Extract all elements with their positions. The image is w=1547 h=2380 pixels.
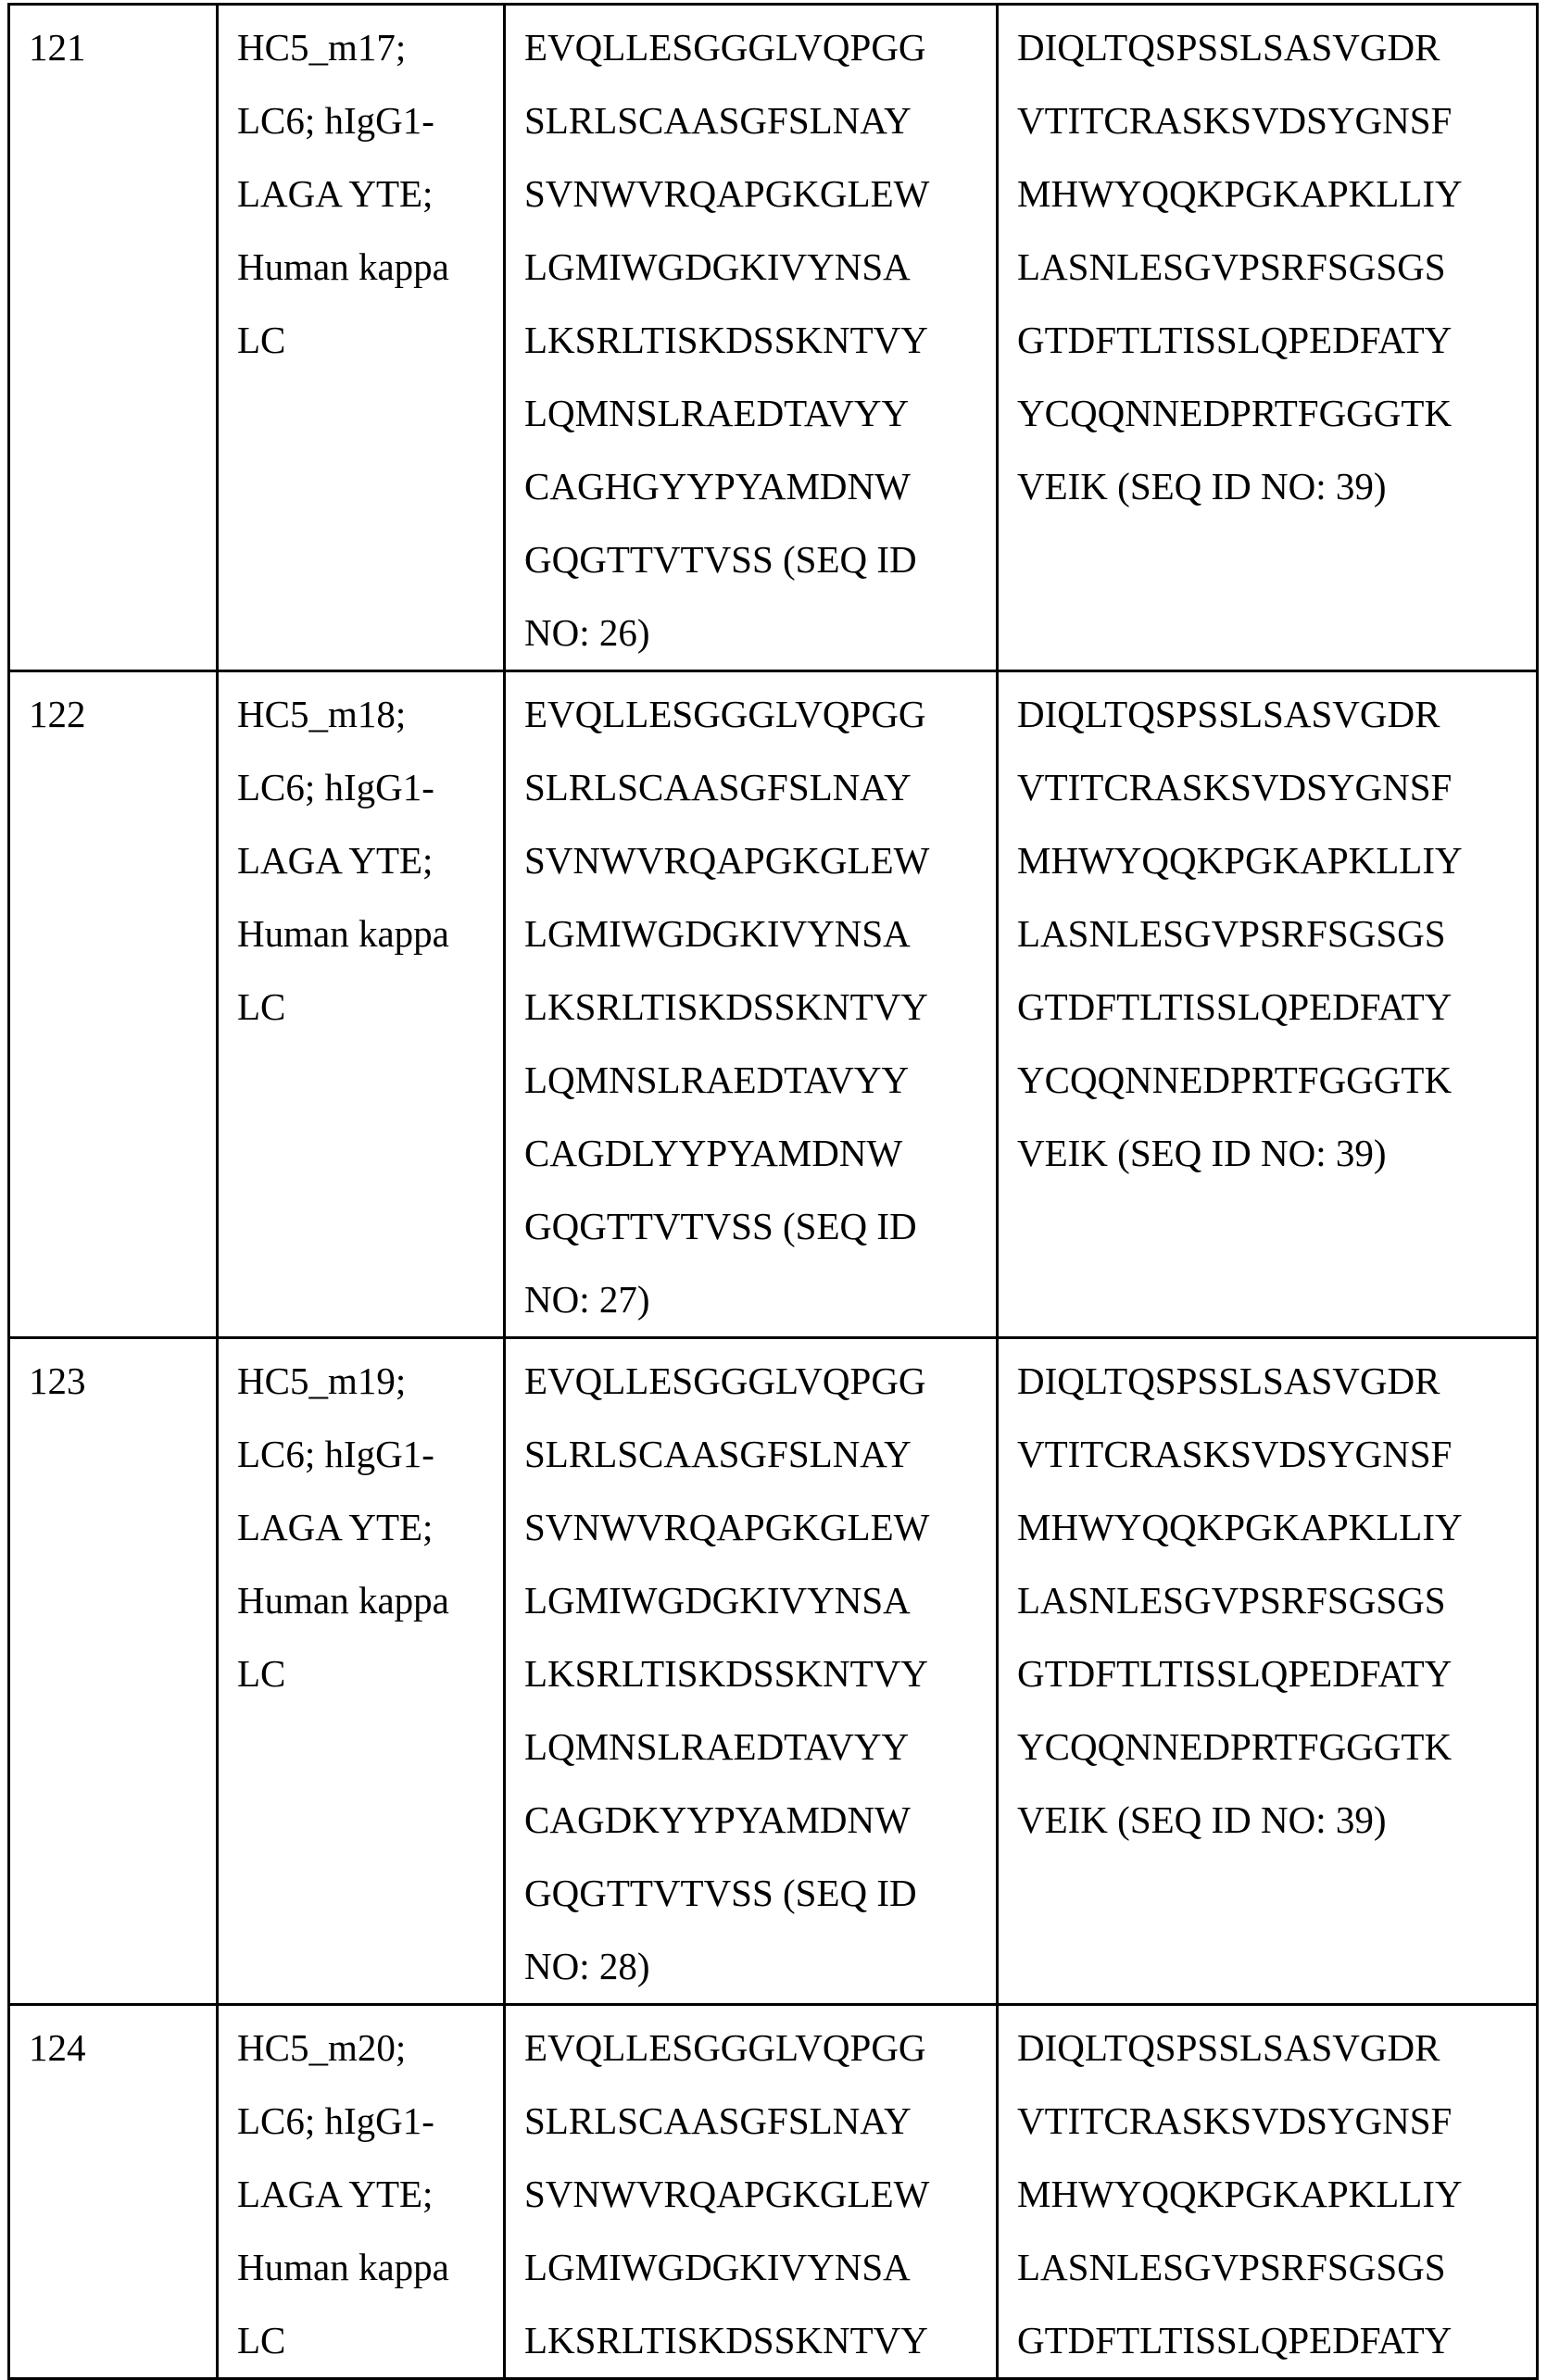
light-chain-cell [998,5,1538,671]
description-line: LC6; hIgG1- [237,84,503,157]
light-chain-line: LASNLESGVPSRFSGSGS [1017,897,1536,971]
heavy-chain-line: SLRLSCAASGFSLNAY [524,84,996,157]
heavy-chain-line: LKSRLTISKDSSKNTVY [524,304,996,377]
table-row [9,671,1538,1338]
light-chain-line: VEIK (SEQ ID NO: 39) [1017,450,1536,523]
heavy-chain-line: LKSRLTISKDSSKNTVY [524,1637,996,1710]
description-line: HC5_m17; [237,11,503,84]
light-chain-line: MHWYQQKPGKAPKLLIY [1017,1491,1536,1564]
description-line: LC6; hIgG1- [237,751,503,824]
heavy-chain-cell [505,671,998,1338]
light-chain-line: MHWYQQKPGKAPKLLIY [1017,157,1536,231]
heavy-chain-line: LQMNSLRAEDTAVYY [524,377,996,450]
light-chain-line: YCQQNNEDPRTFGGGTK [1017,377,1536,450]
light-chain-line: VEIK (SEQ ID NO: 39) [1017,1784,1536,1857]
light-chain-line: VTITCRASKSVDSYGNSF [1017,84,1536,157]
description-line: LC [237,304,503,377]
heavy-chain-cell [505,1338,998,2005]
heavy-chain-line: CAGDLYYPYAMDNW [524,1117,996,1190]
row-id-cell [9,5,218,671]
light-chain-line: DIQLTQSPSSLSASVGDR [1017,11,1536,84]
light-chain-line: GTDFTLTISSLQPEDFATY [1017,1637,1536,1710]
light-chain-line: VTITCRASKSVDSYGNSF [1017,751,1536,824]
description-cell [218,1338,505,2005]
heavy-chain-line: NO: 27) [524,1263,996,1336]
heavy-chain-cell [505,2005,998,2379]
description-line: LC [237,1637,503,1710]
row-id-cell [9,1338,218,2005]
light-chain-line: LASNLESGVPSRFSGSGS [1017,2231,1536,2304]
table-row [9,2005,1538,2379]
sequence-table [7,3,1539,2380]
description-line: HC5_m20; [237,2011,503,2085]
description-line: Human kappa [237,2231,503,2304]
heavy-chain-line: GQGTTVTVSS (SEQ ID [524,1190,996,1263]
heavy-chain-line: SVNWVRQAPGKGLEW [524,2158,996,2231]
heavy-chain-line: CAGDKYYPYAMDNW [524,1784,996,1857]
heavy-chain-line: SVNWVRQAPGKGLEW [524,1491,996,1564]
description-line: HC5_m19; [237,1345,503,1418]
heavy-chain-line: EVQLLESGGGLVQPGG [524,2011,996,2085]
heavy-chain-line: LQMNSLRAEDTAVYY [524,1044,996,1117]
heavy-chain-line: SLRLSCAASGFSLNAY [524,1418,996,1491]
light-chain-line: MHWYQQKPGKAPKLLIY [1017,824,1536,897]
light-chain-line: VEIK (SEQ ID NO: 39) [1017,1117,1536,1190]
description-cell [218,5,505,671]
heavy-chain-line: LQMNSLRAEDTAVYY [524,1710,996,1784]
description-line: LAGA YTE; [237,1491,503,1564]
light-chain-line: GTDFTLTISSLQPEDFATY [1017,304,1536,377]
light-chain-line: YCQQNNEDPRTFGGGTK [1017,1710,1536,1784]
description-cell [218,2005,505,2379]
heavy-chain-cell [505,5,998,671]
heavy-chain-line: LGMIWGDGKIVYNSA [524,1564,996,1637]
description-line: LC6; hIgG1- [237,1418,503,1491]
light-chain-line: DIQLTQSPSSLSASVGDR [1017,1345,1536,1418]
heavy-chain-line: GQGTTVTVSS (SEQ ID [524,523,996,596]
light-chain-line: VTITCRASKSVDSYGNSF [1017,2085,1536,2158]
heavy-chain-line: LKSRLTISKDSSKNTVY [524,2304,996,2377]
light-chain-line: YCQQNNEDPRTFGGGTK [1017,1044,1536,1117]
light-chain-cell [998,1338,1538,2005]
description-line: Human kappa [237,897,503,971]
description-line: LAGA YTE; [237,2158,503,2231]
description-line: LC [237,971,503,1044]
heavy-chain-line: EVQLLESGGGLVQPGG [524,11,996,84]
description-line: HC5_m18; [237,678,503,751]
description-line: Human kappa [237,231,503,304]
heavy-chain-line: GQGTTVTVSS (SEQ ID [524,1857,996,1930]
row-id-cell [9,671,218,1338]
row-id: 124 [29,2011,216,2085]
row-id-cell [9,2005,218,2379]
description-line: LAGA YTE; [237,157,503,231]
table-row [9,1338,1538,2005]
heavy-chain-line: SVNWVRQAPGKGLEW [524,157,996,231]
light-chain-line: VTITCRASKSVDSYGNSF [1017,1418,1536,1491]
heavy-chain-line: LGMIWGDGKIVYNSA [524,231,996,304]
description-line: LC6; hIgG1- [237,2085,503,2158]
heavy-chain-line: CAGHGYYPYAMDNW [524,450,996,523]
heavy-chain-line: LGMIWGDGKIVYNSA [524,2231,996,2304]
description-line: Human kappa [237,1564,503,1637]
light-chain-cell [998,671,1538,1338]
row-id: 123 [29,1345,216,1418]
light-chain-line: GTDFTLTISSLQPEDFATY [1017,971,1536,1044]
heavy-chain-line: NO: 26) [524,596,996,670]
light-chain-line: DIQLTQSPSSLSASVGDR [1017,678,1536,751]
table-row [9,5,1538,671]
heavy-chain-line: LKSRLTISKDSSKNTVY [524,971,996,1044]
heavy-chain-line: NO: 28) [524,1930,996,2003]
heavy-chain-line: SLRLSCAASGFSLNAY [524,751,996,824]
heavy-chain-line: EVQLLESGGGLVQPGG [524,678,996,751]
light-chain-cell [998,2005,1538,2379]
light-chain-line: LASNLESGVPSRFSGSGS [1017,231,1536,304]
heavy-chain-line: LGMIWGDGKIVYNSA [524,897,996,971]
light-chain-line: MHWYQQKPGKAPKLLIY [1017,2158,1536,2231]
light-chain-line: DIQLTQSPSSLSASVGDR [1017,2011,1536,2085]
description-line: LAGA YTE; [237,824,503,897]
heavy-chain-line: SLRLSCAASGFSLNAY [524,2085,996,2158]
light-chain-line: LASNLESGVPSRFSGSGS [1017,1564,1536,1637]
heavy-chain-line: SVNWVRQAPGKGLEW [524,824,996,897]
light-chain-line: GTDFTLTISSLQPEDFATY [1017,2304,1536,2377]
description-cell [218,671,505,1338]
description-line: LC [237,2304,503,2377]
row-id: 121 [29,11,216,84]
heavy-chain-line: EVQLLESGGGLVQPGG [524,1345,996,1418]
row-id: 122 [29,678,216,751]
